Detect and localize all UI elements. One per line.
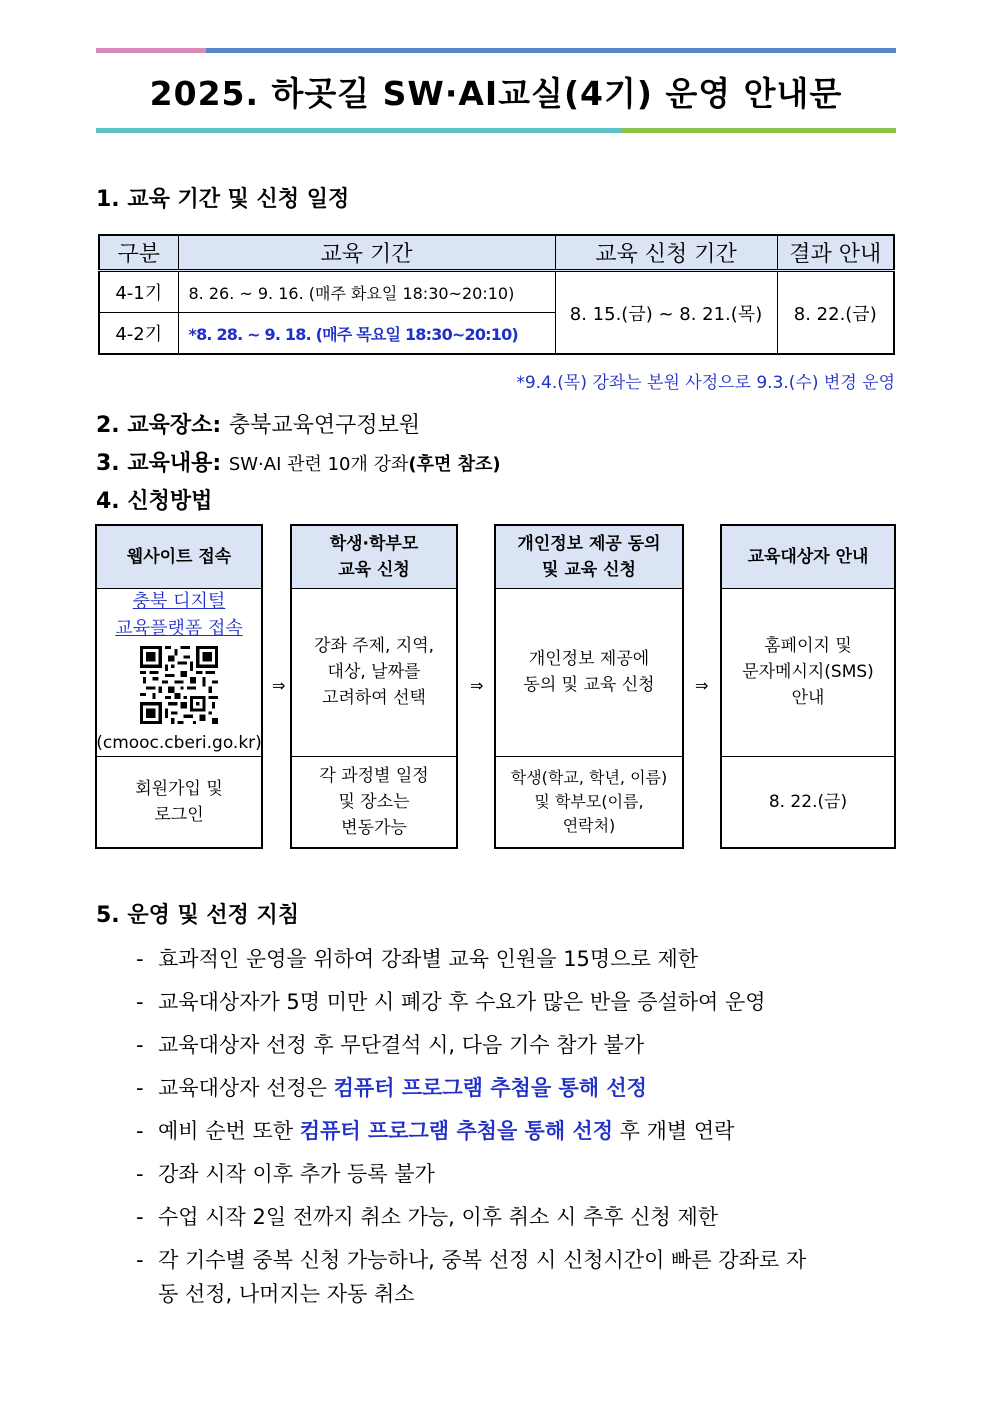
row-group: 4-2기 (99, 313, 178, 355)
platform-link-line2[interactable]: 교육플랫폼 접속 (115, 618, 243, 639)
highlight-text: 컴퓨터 프로그램 추첨을 통해 선정 (333, 1076, 647, 1100)
list-item: - 교육대상자 선정 후 무단결석 시, 다음 기수 참가 불가 (136, 1033, 645, 1057)
col-header-result: 결과 안내 (777, 235, 894, 271)
arrow-right-icon: ⇒ (695, 676, 709, 695)
list-item: - 교육대상자가 5명 미만 시 폐강 후 수요가 많은 반을 증설하여 운영 (136, 990, 766, 1014)
step-apply-body: 강좌 주제, 지역, 대상, 날짜를 고려하여 선택 (313, 636, 435, 708)
step-website-body (97, 588, 261, 756)
step-consent (494, 524, 684, 849)
step-notice-body: 홈페이지 및 문자메시지(SMS) 안내 (742, 636, 874, 708)
list-item: - 강좌 시작 이후 추가 등록 불가 (136, 1162, 435, 1186)
arrow-right-icon: ⇒ (272, 676, 286, 695)
result-date: 8. 22.(금) (777, 271, 894, 355)
platform-url: (cmooc.cberi.go.kr) (96, 733, 262, 753)
step-notice (720, 524, 896, 849)
step-website-title: 웹사이트 접속 (97, 526, 261, 589)
section-3-value: SW·AI 관련 10개 강좌 (228, 454, 409, 475)
list-item: - 교육대상자 선정은 컴퓨터 프로그램 추첨을 통해 선정 (136, 1076, 647, 1100)
schedule-note: *9.4.(목) 강좌는 본원 사정으로 9.3.(수) 변경 운영 (516, 373, 895, 393)
list-item: - 수업 시작 2일 전까지 취소 가능, 이후 취소 시 추후 신청 제한 (136, 1205, 719, 1229)
row-group: 4-1기 (99, 271, 178, 313)
top-bar-blue (206, 48, 896, 53)
step-apply-title: 학생·학부모 교육 신청 (292, 526, 456, 589)
step-apply (290, 524, 458, 849)
top-bar-pink (96, 48, 206, 53)
bottom-bar-green (621, 128, 896, 133)
bottom-bar-teal (96, 128, 621, 133)
arrow-right-icon: ⇒ (470, 676, 484, 695)
list-item: - 예비 순번 또한 컴퓨터 프로그램 추첨을 통해 선정 후 개별 연락 (136, 1119, 735, 1143)
step-website (95, 524, 263, 849)
section-4-heading: 4. 신청방법 (96, 489, 213, 514)
section-3-label: 3. 교육내용: (96, 451, 222, 476)
step-website-bottom: 회원가입 및 로그인 (135, 779, 223, 825)
list-item: - 각 기수별 중복 신청 가능하나, 중복 선정 시 신청시간이 빠른 강좌로 자 (136, 1248, 807, 1272)
col-header-group: 구분 (99, 235, 178, 271)
section-2-value: 충북교육연구정보원 (228, 413, 421, 438)
col-header-period: 교육 기간 (178, 235, 555, 271)
platform-link-line1[interactable]: 충북 디지털 (132, 591, 226, 612)
list-item-continued: 동 선정, 나머지는 자동 취소 (158, 1282, 415, 1306)
table-row (99, 271, 894, 313)
step-apply-bottom: 각 과정별 일정 및 장소는 변동가능 (319, 766, 429, 838)
section-2-label: 2. 교육장소: (96, 413, 222, 438)
highlight-text: 컴퓨터 프로그램 추첨을 통해 선정 (299, 1119, 613, 1143)
step-consent-body: 개인정보 제공에 동의 및 교육 신청 (523, 649, 655, 695)
step-notice-title: 교육대상자 안내 (722, 526, 894, 589)
section-2 (96, 408, 420, 439)
section-1-heading: 1. 교육 기간 및 신청 일정 (96, 187, 350, 212)
step-consent-title: 개인정보 제공 동의 및 교육 신청 (496, 526, 682, 589)
qr-code-icon (138, 646, 220, 724)
col-header-apply: 교육 신청 기간 (555, 235, 777, 271)
row-period-highlight: *8. 28. ~ 9. 18. (매주 목요일 18:30~20:10) (178, 313, 555, 355)
section-3 (96, 446, 501, 477)
list-item: - 효과적인 운영을 위하여 강좌별 교육 인원을 15명으로 제한 (136, 947, 699, 971)
step-consent-bottom: 학생(학교, 학년, 이름) 및 학부모(이름, 연락처) (510, 768, 668, 835)
section-3-suffix: (후면 참조) (408, 454, 501, 475)
page-title: 2025. 하곳길 SW·AI교실(4기) 운영 안내문 (149, 74, 843, 113)
schedule-table (98, 234, 895, 355)
apply-period: 8. 15.(금) ~ 8. 21.(목) (555, 271, 777, 355)
section-5-heading: 5. 운영 및 선정 지침 (96, 903, 300, 928)
row-period: 8. 26. ~ 9. 16. (매주 화요일 18:30~20:10) (178, 271, 555, 313)
step-notice-bottom: 8. 22.(금) (768, 792, 848, 812)
